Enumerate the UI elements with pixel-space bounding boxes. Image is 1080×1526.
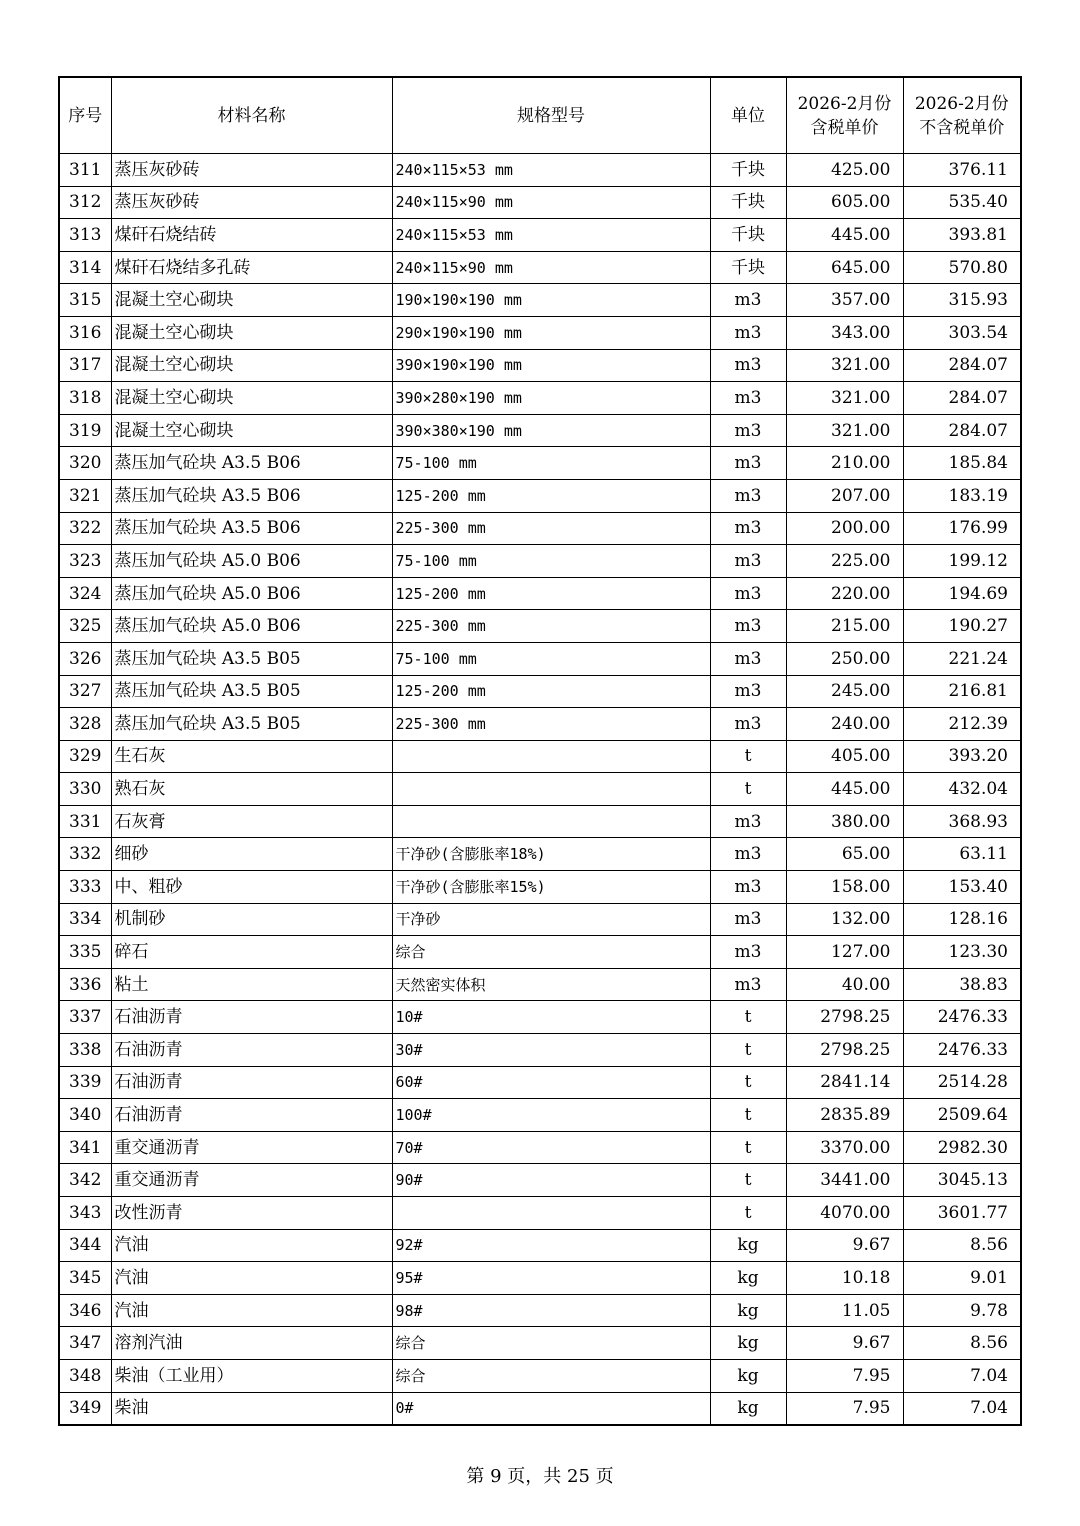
- cell-spec: 125-200 mm: [392, 675, 710, 708]
- table-row: [59, 1131, 1021, 1164]
- cell-name: 混凝土空心砌块: [111, 382, 392, 415]
- cell-name: 细砂: [111, 838, 392, 871]
- cell-unit: t: [710, 1099, 786, 1132]
- header-name: 材料名称: [111, 77, 392, 154]
- cell-name: 蒸压加气砼块 A5.0 B06: [111, 545, 392, 578]
- cell-price-incl: 132.00: [786, 903, 903, 936]
- table-row: [59, 219, 1021, 252]
- cell-price-incl: 7.95: [786, 1392, 903, 1425]
- cell-unit: kg: [710, 1327, 786, 1360]
- cell-price-incl: 40.00: [786, 968, 903, 1001]
- cell-price-excl: 9.78: [903, 1294, 1021, 1327]
- cell-seq: 337: [59, 1001, 111, 1034]
- cell-price-excl: 128.16: [903, 903, 1021, 936]
- cell-price-incl: 220.00: [786, 577, 903, 610]
- cell-seq: 334: [59, 903, 111, 936]
- cell-unit: kg: [710, 1229, 786, 1262]
- price-table: [58, 76, 1022, 1426]
- cell-seq: 314: [59, 251, 111, 284]
- cell-price-excl: 2509.64: [903, 1099, 1021, 1132]
- cell-unit: 千块: [710, 154, 786, 187]
- cell-seq: 339: [59, 1066, 111, 1099]
- cell-seq: 342: [59, 1164, 111, 1197]
- cell-seq: 317: [59, 349, 111, 382]
- cell-name: 汽油: [111, 1262, 392, 1295]
- cell-name: 混凝土空心砌块: [111, 284, 392, 317]
- cell-seq: 311: [59, 154, 111, 187]
- cell-price-incl: 9.67: [786, 1229, 903, 1262]
- cell-name: 柴油（工业用）: [111, 1359, 392, 1392]
- cell-seq: 315: [59, 284, 111, 317]
- cell-price-excl: 7.04: [903, 1359, 1021, 1392]
- table-row: [59, 1359, 1021, 1392]
- cell-price-excl: 3045.13: [903, 1164, 1021, 1197]
- cell-unit: 千块: [710, 186, 786, 219]
- cell-spec: 100#: [392, 1099, 710, 1132]
- cell-price-excl: 3601.77: [903, 1197, 1021, 1230]
- cell-seq: 329: [59, 740, 111, 773]
- cell-seq: 340: [59, 1099, 111, 1132]
- cell-price-incl: 2798.25: [786, 1001, 903, 1034]
- cell-name: 蒸压加气砼块 A5.0 B06: [111, 610, 392, 643]
- table-row: [59, 479, 1021, 512]
- cell-price-excl: 535.40: [903, 186, 1021, 219]
- cell-price-excl: 7.04: [903, 1392, 1021, 1425]
- cell-price-excl: 284.07: [903, 382, 1021, 415]
- cell-spec: 综合: [392, 1359, 710, 1392]
- table-row: [59, 349, 1021, 382]
- cell-price-incl: 250.00: [786, 642, 903, 675]
- cell-spec: 95#: [392, 1262, 710, 1295]
- cell-price-excl: 221.24: [903, 642, 1021, 675]
- cell-unit: m3: [710, 512, 786, 545]
- cell-spec: 综合: [392, 1327, 710, 1360]
- cell-spec: 390×380×190 mm: [392, 414, 710, 447]
- cell-name: 蒸压灰砂砖: [111, 154, 392, 187]
- cell-price-incl: 207.00: [786, 479, 903, 512]
- cell-name: 煤矸石烧结多孔砖: [111, 251, 392, 284]
- cell-price-excl: 393.20: [903, 740, 1021, 773]
- cell-unit: t: [710, 1197, 786, 1230]
- table-row: [59, 251, 1021, 284]
- cell-name: 煤矸石烧结砖: [111, 219, 392, 252]
- header-price-excl: [903, 77, 1021, 154]
- cell-spec: [392, 1197, 710, 1230]
- cell-seq: 345: [59, 1262, 111, 1295]
- cell-spec: 240×115×53 mm: [392, 219, 710, 252]
- cell-unit: t: [710, 740, 786, 773]
- table-row: [59, 1392, 1021, 1425]
- cell-price-incl: 11.05: [786, 1294, 903, 1327]
- cell-name: 石灰膏: [111, 805, 392, 838]
- cell-unit: m3: [710, 805, 786, 838]
- cell-price-incl: 245.00: [786, 675, 903, 708]
- cell-unit: m3: [710, 675, 786, 708]
- cell-spec: [392, 805, 710, 838]
- cell-unit: m3: [710, 284, 786, 317]
- cell-price-incl: 210.00: [786, 447, 903, 480]
- cell-price-excl: 368.93: [903, 805, 1021, 838]
- cell-price-incl: 3441.00: [786, 1164, 903, 1197]
- cell-spec: 10#: [392, 1001, 710, 1034]
- cell-price-excl: 185.84: [903, 447, 1021, 480]
- cell-price-excl: 38.83: [903, 968, 1021, 1001]
- table-row: [59, 1197, 1021, 1230]
- cell-price-excl: 432.04: [903, 773, 1021, 806]
- cell-price-incl: 240.00: [786, 708, 903, 741]
- cell-price-incl: 321.00: [786, 382, 903, 415]
- cell-spec: 290×190×190 mm: [392, 316, 710, 349]
- cell-name: 石油沥青: [111, 1066, 392, 1099]
- cell-spec: 125-200 mm: [392, 577, 710, 610]
- cell-spec: 90#: [392, 1164, 710, 1197]
- cell-price-incl: 10.18: [786, 1262, 903, 1295]
- cell-unit: t: [710, 1001, 786, 1034]
- cell-price-excl: 199.12: [903, 545, 1021, 578]
- cell-price-incl: 200.00: [786, 512, 903, 545]
- cell-spec: 98#: [392, 1294, 710, 1327]
- table-row: [59, 773, 1021, 806]
- cell-spec: 干净砂: [392, 903, 710, 936]
- header-price-excl-line1: 2026-2月份: [914, 93, 1009, 114]
- cell-spec: 225-300 mm: [392, 708, 710, 741]
- cell-seq: 326: [59, 642, 111, 675]
- cell-price-excl: 8.56: [903, 1327, 1021, 1360]
- cell-seq: 344: [59, 1229, 111, 1262]
- table-row: [59, 512, 1021, 545]
- cell-price-excl: 212.39: [903, 708, 1021, 741]
- cell-price-incl: 445.00: [786, 773, 903, 806]
- cell-price-incl: 9.67: [786, 1327, 903, 1360]
- cell-seq: 316: [59, 316, 111, 349]
- cell-price-incl: 645.00: [786, 251, 903, 284]
- cell-seq: 333: [59, 871, 111, 904]
- cell-seq: 327: [59, 675, 111, 708]
- cell-name: 粘土: [111, 968, 392, 1001]
- table-row: [59, 805, 1021, 838]
- cell-name: 蒸压加气砼块 A3.5 B06: [111, 512, 392, 545]
- cell-unit: 千块: [710, 251, 786, 284]
- cell-spec: 干净砂(含膨胀率18%): [392, 838, 710, 871]
- header-seq: 序号: [59, 77, 111, 154]
- cell-name: 机制砂: [111, 903, 392, 936]
- table-row: [59, 316, 1021, 349]
- table-row: [59, 740, 1021, 773]
- cell-seq: 328: [59, 708, 111, 741]
- cell-unit: m3: [710, 708, 786, 741]
- cell-unit: m3: [710, 610, 786, 643]
- cell-name: 熟石灰: [111, 773, 392, 806]
- cell-price-incl: 445.00: [786, 219, 903, 252]
- cell-price-incl: 405.00: [786, 740, 903, 773]
- cell-price-incl: 357.00: [786, 284, 903, 317]
- header-unit: 单位: [710, 77, 786, 154]
- cell-spec: 225-300 mm: [392, 610, 710, 643]
- cell-seq: 332: [59, 838, 111, 871]
- cell-seq: 320: [59, 447, 111, 480]
- cell-unit: kg: [710, 1294, 786, 1327]
- table-row: [59, 1164, 1021, 1197]
- cell-price-incl: 127.00: [786, 936, 903, 969]
- cell-spec: 240×115×90 mm: [392, 251, 710, 284]
- cell-price-excl: 2514.28: [903, 1066, 1021, 1099]
- cell-spec: 0#: [392, 1392, 710, 1425]
- cell-seq: 346: [59, 1294, 111, 1327]
- table-row: [59, 968, 1021, 1001]
- cell-unit: m3: [710, 316, 786, 349]
- table-row: [59, 838, 1021, 871]
- cell-name: 石油沥青: [111, 1099, 392, 1132]
- cell-price-incl: 2798.25: [786, 1034, 903, 1067]
- cell-unit: m3: [710, 447, 786, 480]
- cell-seq: 323: [59, 545, 111, 578]
- cell-name: 柴油: [111, 1392, 392, 1425]
- table-row: [59, 1262, 1021, 1295]
- table-row: [59, 1034, 1021, 1067]
- table-row: [59, 186, 1021, 219]
- cell-name: 碎石: [111, 936, 392, 969]
- cell-spec: 75-100 mm: [392, 545, 710, 578]
- table-row: [59, 284, 1021, 317]
- cell-name: 生石灰: [111, 740, 392, 773]
- cell-seq: 348: [59, 1359, 111, 1392]
- cell-name: 蒸压加气砼块 A3.5 B06: [111, 447, 392, 480]
- table-row: [59, 936, 1021, 969]
- cell-spec: 390×280×190 mm: [392, 382, 710, 415]
- table-row: [59, 675, 1021, 708]
- cell-seq: 343: [59, 1197, 111, 1230]
- cell-price-excl: 2982.30: [903, 1131, 1021, 1164]
- table-row: [59, 154, 1021, 187]
- cell-seq: 313: [59, 219, 111, 252]
- cell-price-excl: 190.27: [903, 610, 1021, 643]
- table-row: [59, 1066, 1021, 1099]
- cell-unit: m3: [710, 414, 786, 447]
- cell-price-excl: 153.40: [903, 871, 1021, 904]
- cell-price-excl: 8.56: [903, 1229, 1021, 1262]
- cell-seq: 322: [59, 512, 111, 545]
- table-body: [59, 154, 1021, 1426]
- cell-name: 石油沥青: [111, 1034, 392, 1067]
- cell-price-incl: 4070.00: [786, 1197, 903, 1230]
- cell-price-excl: 183.19: [903, 479, 1021, 512]
- cell-spec: 225-300 mm: [392, 512, 710, 545]
- cell-price-incl: 215.00: [786, 610, 903, 643]
- cell-seq: 331: [59, 805, 111, 838]
- cell-name: 重交通沥青: [111, 1164, 392, 1197]
- cell-spec: [392, 773, 710, 806]
- header-price-incl: [786, 77, 903, 154]
- cell-unit: t: [710, 1066, 786, 1099]
- cell-price-incl: 3370.00: [786, 1131, 903, 1164]
- cell-name: 重交通沥青: [111, 1131, 392, 1164]
- table-row: [59, 708, 1021, 741]
- cell-spec: 30#: [392, 1034, 710, 1067]
- cell-price-excl: 216.81: [903, 675, 1021, 708]
- cell-seq: 312: [59, 186, 111, 219]
- header-price-incl-line1: 2026-2月份: [797, 93, 892, 114]
- cell-price-incl: 380.00: [786, 805, 903, 838]
- table-row: [59, 382, 1021, 415]
- cell-seq: 319: [59, 414, 111, 447]
- cell-spec: [392, 740, 710, 773]
- cell-unit: m3: [710, 349, 786, 382]
- cell-spec: 240×115×90 mm: [392, 186, 710, 219]
- cell-price-incl: 605.00: [786, 186, 903, 219]
- cell-name: 蒸压加气砼块 A3.5 B05: [111, 642, 392, 675]
- cell-price-excl: 176.99: [903, 512, 1021, 545]
- cell-unit: m3: [710, 577, 786, 610]
- cell-price-excl: 376.11: [903, 154, 1021, 187]
- cell-unit: kg: [710, 1262, 786, 1295]
- table-row: [59, 1294, 1021, 1327]
- cell-spec: 干净砂(含膨胀率15%): [392, 871, 710, 904]
- cell-price-excl: 123.30: [903, 936, 1021, 969]
- cell-price-incl: 65.00: [786, 838, 903, 871]
- cell-unit: m3: [710, 479, 786, 512]
- cell-name: 蒸压灰砂砖: [111, 186, 392, 219]
- cell-seq: 321: [59, 479, 111, 512]
- cell-unit: t: [710, 1164, 786, 1197]
- cell-unit: kg: [710, 1359, 786, 1392]
- table-row: [59, 577, 1021, 610]
- cell-spec: 75-100 mm: [392, 447, 710, 480]
- cell-seq: 324: [59, 577, 111, 610]
- table-row: [59, 1229, 1021, 1262]
- cell-name: 蒸压加气砼块 A5.0 B06: [111, 577, 392, 610]
- cell-unit: m3: [710, 838, 786, 871]
- cell-name: 蒸压加气砼块 A3.5 B06: [111, 479, 392, 512]
- cell-seq: 335: [59, 936, 111, 969]
- cell-spec: 190×190×190 mm: [392, 284, 710, 317]
- cell-unit: m3: [710, 936, 786, 969]
- table-row: [59, 871, 1021, 904]
- cell-spec: 240×115×53 mm: [392, 154, 710, 187]
- cell-price-excl: 63.11: [903, 838, 1021, 871]
- cell-seq: 349: [59, 1392, 111, 1425]
- cell-name: 蒸压加气砼块 A3.5 B05: [111, 708, 392, 741]
- table-row: [59, 414, 1021, 447]
- table-row: [59, 642, 1021, 675]
- cell-seq: 338: [59, 1034, 111, 1067]
- cell-unit: m3: [710, 903, 786, 936]
- cell-unit: m3: [710, 871, 786, 904]
- table-row: [59, 1099, 1021, 1132]
- cell-price-excl: 284.07: [903, 349, 1021, 382]
- cell-unit: t: [710, 1131, 786, 1164]
- table-row: [59, 610, 1021, 643]
- cell-price-incl: 158.00: [786, 871, 903, 904]
- cell-name: 混凝土空心砌块: [111, 349, 392, 382]
- header-price-incl-line2: 含税单价: [810, 117, 879, 138]
- cell-price-excl: 2476.33: [903, 1001, 1021, 1034]
- cell-spec: 70#: [392, 1131, 710, 1164]
- cell-price-excl: 9.01: [903, 1262, 1021, 1295]
- cell-price-incl: 425.00: [786, 154, 903, 187]
- cell-name: 石油沥青: [111, 1001, 392, 1034]
- cell-price-excl: 393.81: [903, 219, 1021, 252]
- cell-unit: t: [710, 773, 786, 806]
- table-row: [59, 1001, 1021, 1034]
- table-row: [59, 1327, 1021, 1360]
- cell-price-excl: 284.07: [903, 414, 1021, 447]
- cell-unit: m3: [710, 968, 786, 1001]
- cell-spec: 390×190×190 mm: [392, 349, 710, 382]
- cell-spec: 60#: [392, 1066, 710, 1099]
- cell-name: 混凝土空心砌块: [111, 316, 392, 349]
- cell-spec: 综合: [392, 936, 710, 969]
- cell-unit: kg: [710, 1392, 786, 1425]
- page-footer: 第 9 页，共 25 页: [466, 1466, 614, 1487]
- cell-price-incl: 343.00: [786, 316, 903, 349]
- cell-unit: m3: [710, 545, 786, 578]
- cell-name: 汽油: [111, 1294, 392, 1327]
- cell-name: 汽油: [111, 1229, 392, 1262]
- cell-seq: 330: [59, 773, 111, 806]
- cell-price-excl: 194.69: [903, 577, 1021, 610]
- header-price-excl-line2: 不含税单价: [919, 117, 1005, 138]
- table-header-row: [59, 77, 1021, 154]
- cell-seq: 347: [59, 1327, 111, 1360]
- cell-seq: 336: [59, 968, 111, 1001]
- cell-price-incl: 321.00: [786, 349, 903, 382]
- cell-unit: 千块: [710, 219, 786, 252]
- cell-price-excl: 570.80: [903, 251, 1021, 284]
- cell-price-incl: 7.95: [786, 1359, 903, 1392]
- table-row: [59, 903, 1021, 936]
- table-row: [59, 447, 1021, 480]
- cell-name: 溶剂汽油: [111, 1327, 392, 1360]
- cell-price-incl: 321.00: [786, 414, 903, 447]
- cell-spec: 天然密实体积: [392, 968, 710, 1001]
- cell-price-incl: 2835.89: [786, 1099, 903, 1132]
- cell-spec: 92#: [392, 1229, 710, 1262]
- cell-seq: 318: [59, 382, 111, 415]
- cell-seq: 325: [59, 610, 111, 643]
- header-spec: 规格型号: [392, 77, 710, 154]
- cell-seq: 341: [59, 1131, 111, 1164]
- cell-name: 中、粗砂: [111, 871, 392, 904]
- cell-price-excl: 2476.33: [903, 1034, 1021, 1067]
- cell-name: 改性沥青: [111, 1197, 392, 1230]
- cell-spec: 75-100 mm: [392, 642, 710, 675]
- cell-unit: m3: [710, 382, 786, 415]
- cell-unit: m3: [710, 642, 786, 675]
- cell-unit: t: [710, 1034, 786, 1067]
- cell-name: 混凝土空心砌块: [111, 414, 392, 447]
- cell-price-incl: 225.00: [786, 545, 903, 578]
- cell-price-excl: 315.93: [903, 284, 1021, 317]
- table-row: [59, 545, 1021, 578]
- cell-spec: 125-200 mm: [392, 479, 710, 512]
- cell-name: 蒸压加气砼块 A3.5 B05: [111, 675, 392, 708]
- cell-price-incl: 2841.14: [786, 1066, 903, 1099]
- cell-price-excl: 303.54: [903, 316, 1021, 349]
